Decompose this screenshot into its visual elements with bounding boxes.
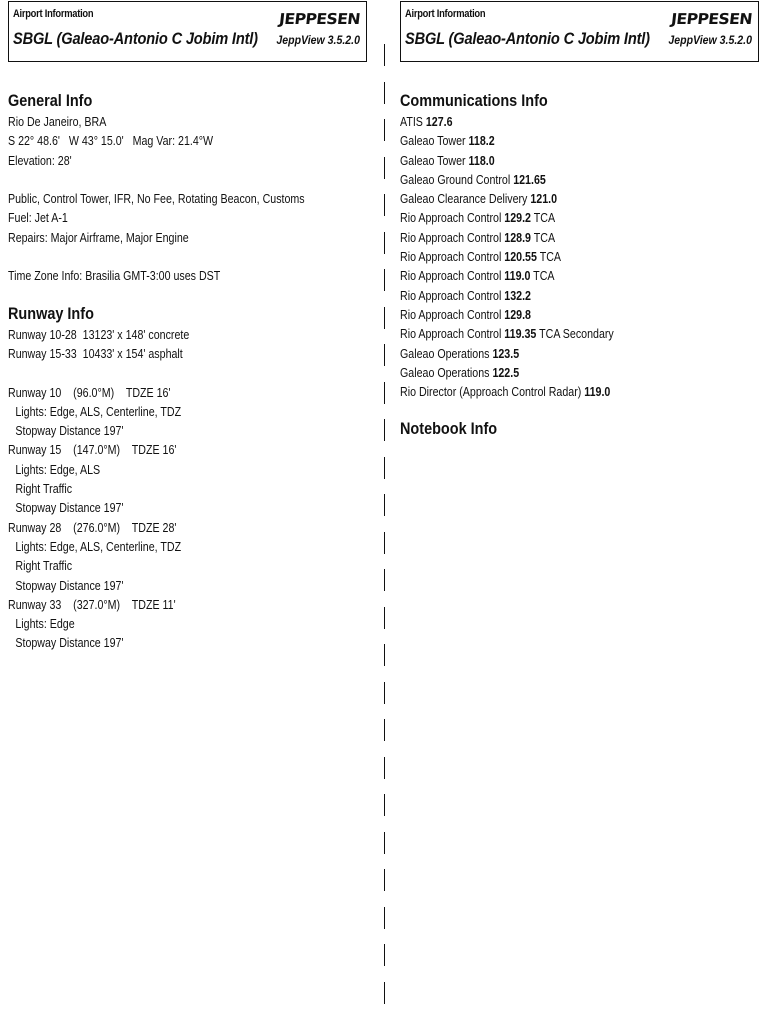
comm-suffix: TCA: [533, 268, 555, 284]
comm-suffix: TCA: [533, 210, 556, 226]
general-info-title: General Info: [8, 91, 93, 110]
comm-suffix: TCA: [533, 229, 556, 245]
blank-line: [8, 247, 378, 266]
general-info-line: Fuel: Jet A-1: [8, 210, 68, 226]
divider-dash: [384, 907, 385, 929]
runway-info-line: Right Traffic: [15, 558, 73, 574]
comm-item: [400, 305, 703, 324]
comm-name: Galeao Tower: [400, 152, 466, 168]
runway-info-section: [8, 325, 378, 653]
general-info-line: Public, Control Tower, IFR, No Fee, Rotating Beacon, Customs: [8, 191, 305, 207]
communications-info-section: [400, 112, 768, 401]
divider-dash: [384, 82, 385, 104]
comm-name: Galeao Clearance Delivery: [400, 191, 528, 207]
comm-frequency: 129.2: [504, 210, 531, 226]
divider-dash: [384, 644, 385, 666]
comm-item: [400, 112, 703, 131]
comm-item: [400, 208, 703, 227]
divider-dash: [384, 682, 385, 704]
comm-name: Rio Approach Control: [400, 249, 502, 265]
jeppview-version: JeppView 3.5.2.0: [276, 33, 360, 47]
comm-name: Galeao Ground Control: [400, 171, 511, 187]
runway-info-line: Stopway Distance 197': [15, 423, 124, 439]
runway-info-line: Stopway Distance 197': [15, 635, 124, 651]
runway-info-line: Runway 28 (276.0°M) TDZE 28': [8, 519, 177, 535]
divider-dash: [384, 869, 385, 891]
header-label: Airport Information: [405, 8, 486, 20]
divider-dash: [384, 307, 385, 329]
divider-dash: [384, 119, 385, 141]
general-info-line: Elevation: 28': [8, 152, 72, 168]
divider-dash: [384, 457, 385, 479]
runway-info-title: Runway Info: [8, 303, 94, 323]
comm-item: [400, 324, 703, 343]
general-info-section: [8, 112, 378, 286]
comm-frequency: 122.5: [492, 364, 520, 380]
comm-name: Galeao Tower: [400, 133, 466, 149]
comm-name: Galeao Operations: [400, 345, 490, 361]
comm-frequency: 118.0: [468, 152, 495, 168]
comm-name: Rio Approach Control: [400, 210, 502, 226]
comm-item: [400, 247, 703, 266]
general-info-line: Rio De Janeiro, BRA: [8, 114, 107, 129]
comm-name: Rio Approach Control: [400, 306, 502, 322]
divider-dash: [384, 269, 385, 291]
divider-dash: [384, 607, 385, 629]
comm-item: [400, 382, 703, 401]
comm-item: [400, 151, 703, 170]
comm-frequency: 121.0: [530, 191, 558, 207]
header-right: [400, 1, 759, 62]
jeppesen-logo: JEPPESEN: [278, 10, 361, 28]
comm-item: [400, 228, 703, 247]
comm-name: Rio Director (Approach Control Radar): [400, 384, 582, 400]
comm-frequency: 120.55: [504, 249, 537, 265]
header-label: Airport Information: [13, 8, 94, 20]
comm-frequency: 123.5: [492, 345, 520, 361]
communications-info-title: Communications Info: [400, 91, 548, 110]
comm-item: [400, 266, 703, 285]
divider-dash: [384, 794, 385, 816]
divider-dash: [384, 982, 385, 1004]
divider-dash: [384, 494, 385, 516]
general-info-line: S 22° 48.6' W 43° 15.0' Mag Var: 21.4°W: [8, 133, 214, 149]
comm-frequency: 121.65: [513, 171, 546, 187]
comm-frequency: 129.8: [504, 306, 531, 322]
runway-info-line: Lights: Edge, ALS, Centerline, TDZ: [15, 538, 182, 554]
comm-frequency: 119.0: [584, 384, 611, 400]
divider-dash: [384, 832, 385, 854]
comm-name: ATIS: [400, 114, 423, 129]
divider-dash: [384, 419, 385, 441]
runway-info-line: Runway 33 (327.0°M) TDZE 11': [8, 596, 176, 612]
comm-name: Rio Approach Control: [400, 229, 502, 245]
comm-item: [400, 131, 703, 150]
comm-frequency: 119.35: [504, 326, 537, 342]
divider-dash: [384, 944, 385, 966]
divider-dash: [384, 382, 385, 404]
comm-name: Rio Approach Control: [400, 287, 502, 303]
divider-dash: [384, 232, 385, 254]
divider-dash: [384, 757, 385, 779]
comm-name: Rio Approach Control: [400, 268, 502, 284]
comm-frequency: 118.2: [468, 133, 495, 149]
jeppview-version: JeppView 3.5.2.0: [668, 33, 752, 47]
right-column: [400, 90, 768, 440]
comm-frequency: 119.0: [504, 268, 531, 284]
runway-info-line: Lights: Edge: [15, 616, 75, 632]
comm-frequency: 127.6: [425, 114, 453, 129]
divider-dash: [384, 719, 385, 741]
runway-info-line: Runway 10-28 13123' x 148' concrete: [8, 326, 190, 342]
comm-item: [400, 189, 703, 208]
divider-dash: [384, 344, 385, 366]
comm-item: [400, 170, 703, 189]
runway-info-line: Right Traffic: [15, 481, 73, 497]
notebook-info-title: Notebook Info: [400, 419, 498, 439]
divider-dash: [384, 44, 385, 66]
left-column: [8, 90, 378, 653]
airport-title: SBGL (Galeao-Antonio C Jobim Intl): [405, 29, 650, 48]
comm-name: Rio Approach Control: [400, 326, 502, 342]
runway-info-line: Lights: Edge, ALS: [15, 461, 101, 477]
airport-title: SBGL (Galeao-Antonio C Jobim Intl): [13, 29, 258, 48]
runway-info-line: Stopway Distance 197': [15, 500, 124, 516]
comm-item: [400, 286, 703, 305]
divider-dash: [384, 157, 385, 179]
comm-item: [400, 363, 703, 382]
column-divider: [383, 0, 387, 1000]
blank-line: [8, 363, 378, 382]
comm-suffix: TCA: [539, 249, 562, 265]
divider-dash: [384, 194, 385, 216]
general-info-line: Time Zone Info: Brasilia GMT-3:00 uses DST: [8, 268, 221, 284]
comm-frequency: 132.2: [504, 287, 531, 303]
runway-info-line: Lights: Edge, ALS, Centerline, TDZ: [15, 403, 182, 419]
comm-suffix: TCA Secondary: [539, 326, 614, 342]
runway-info-line: Stopway Distance 197': [15, 577, 124, 593]
runway-info-line: Runway 10 (96.0°M) TDZE 16': [8, 384, 171, 400]
divider-dash: [384, 569, 385, 591]
runway-info-line: Runway 15 (147.0°M) TDZE 16': [8, 442, 177, 458]
divider-dash: [384, 532, 385, 554]
blank-line: [8, 170, 378, 189]
jeppesen-logo: JEPPESEN: [670, 10, 753, 28]
comm-frequency: 128.9: [504, 229, 531, 245]
comm-item: [400, 344, 703, 363]
header-left: [8, 1, 367, 62]
general-info-line: Repairs: Major Airframe, Major Engine: [8, 229, 189, 245]
comm-name: Galeao Operations: [400, 364, 490, 380]
runway-info-line: Runway 15-33 10433' x 154' asphalt: [8, 345, 183, 361]
